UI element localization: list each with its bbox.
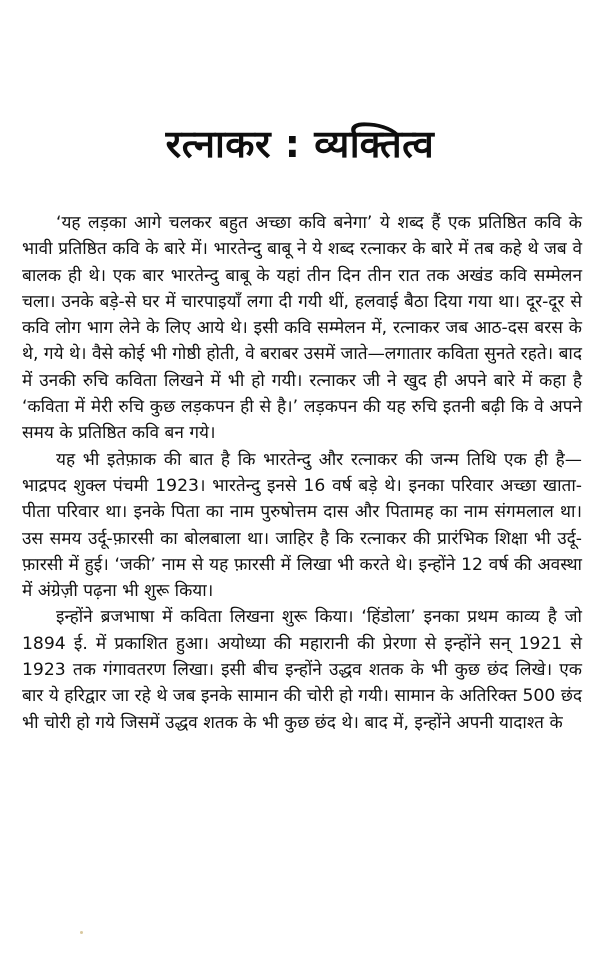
paragraph-3: इन्होंने ब्रजभाषा में कविता लिखना शुरू किया। ‘हिंडोला’ इनका प्रथम काव्य है जो 1894 ई. में प्रकाशित हुआ। अयोध्या की महारानी की प्रेरणा से इन्होंने सन् 1921 से 1923 तक गंगावतरण लिखा। इसी बीच इन्होंने उद्धव शतक के भी कुछ छंद लिखे। एक बार ये हरिद्वार जा रहे थे जब इनके सामान की चोरी हो गयी। सामान के अतिरिक्त 500 छंद भी चोरी हो गये जिसमें उद्धव शतक के भी कुछ छंद थे। बाद में, इन्होंने अपनी यादाश्त के [22, 607, 582, 733]
paper-speck [80, 931, 83, 934]
chapter-title: रत्नाकर : व्यक्तित्व [165, 122, 435, 167]
chapter-body [22, 210, 582, 736]
paragraph-2: यह भी इतेफ़ाक की बात है कि भारतेन्दु और रत्नाकर की जन्म तिथि एक ही है—भाद्रपद शुक्ल पंचमी 1923। भारतेन्दु इनसे 16 वर्ष बड़े थे। इनका परिवार अच्छा खाता-पीता परिवार था। इनके पिता का नाम पुरुषोत्तम दास और पितामह का नाम संगमलाल था। उस समय उर्दू-फ़ारसी का बोलबाला था। जाहिर है कि रत्नाकर की प्रारंभिक शिक्षा भी उर्दू-फ़ारसी में हुई। ‘जकी’ नाम से यह फ़ारसी में लिखा भी करते थे। इन्होंने 12 वर्ष की अवस्था में अंग्रेज़ी पढ़ना भी शुरू किया। [22, 449, 583, 602]
paragraph-1: ‘यह लड़का आगे चलकर बहुत अच्छा कवि बनेगा’ ये शब्द हैं एक प्रतिष्ठित कवि के भावी प्रतिष्ठित कवि के बारे में। भारतेन्दु बाबू ने ये शब्द रत्नाकर के बारे में तब कहे थे जब वे बालक ही थे। एक बार भारतेन्दु बाबू के यहां तीन दिन तीन रात तक अखंड कवि सम्मेलन चला। उनके बड़े-से घर में चारपाइयाँ लगा दी गयी थीं, हलवाई बैठा दिया गया था। दूर-दूर से कवि लोग भाग लेने के लिए आये थे। इसी कवि सम्मेलन में, रत्नाकर जब आठ-दस बरस के थे, गये थे। वैसे कोई भी गोष्ठी होती, वे बराबर उसमें जाते—लगातार कविता सुनते रहते। बाद में उनकी रुचि कविता लिखने में भी हो गयी। रत्नाकर जी ने खुद ही अपने बारे में कहा है ‘कविता में मेरी रुचि कुछ लड़कपन ही से है।’ लड़कपन की यह रुचि इतनी बढ़ी कि वे अपने समय के प्रतिष्ठित कवि बन गये। [22, 213, 582, 444]
